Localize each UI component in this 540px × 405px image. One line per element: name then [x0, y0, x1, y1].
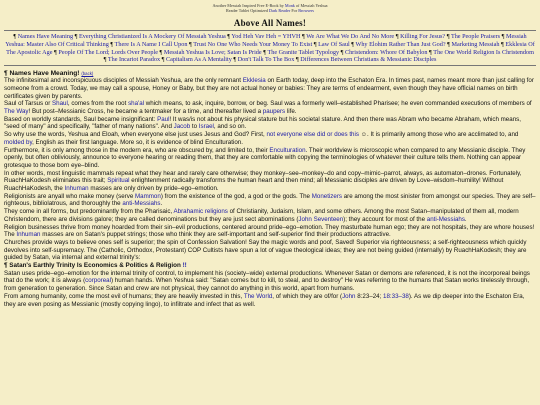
inline-link[interactable]: The World	[243, 292, 273, 300]
back-link[interactable]: (back)	[81, 71, 94, 77]
toc-link[interactable]: We Are What We Do And No More	[306, 33, 395, 40]
toc-link[interactable]: Why Elohim Rather Than Just God?	[355, 40, 446, 48]
paragraph-text: Saul of Tarsus or	[4, 100, 53, 108]
paragraph-text: life.	[285, 108, 297, 115]
inline-link[interactable]: Mammon	[135, 192, 161, 200]
inline-link[interactable]: The Way	[4, 108, 29, 115]
paragraph-text: ) from the existence of the god, a god or the gods. The	[160, 192, 312, 200]
toc-link[interactable]: Messiah Yeshua: Master Also Of Critical Thinking	[5, 33, 527, 48]
paragraph	[4, 147, 536, 170]
paragraph-text: , and so on.	[213, 123, 247, 131]
toc-link[interactable]: Law Of Saul	[318, 40, 350, 48]
paragraph-text: . Their worldview is microscopic when compared to any Messianic disciple. They openly, but often obliviously, announce to everyone hearing or reading them, that they are comfortable with copying the terminologies of whatever their culture tells them. Nothing can appear grotesque to those born eye–blind.	[4, 146, 526, 169]
pilcrow-icon: ¶	[13, 33, 18, 40]
header-line-2	[4, 8, 536, 13]
header-line-2-mid: For	[290, 8, 299, 13]
toc-link[interactable]: People Of The Lord; Lords Over People	[58, 48, 158, 56]
inline-link[interactable]: John	[342, 292, 356, 300]
pilcrow-icon: ¶	[225, 33, 232, 40]
toc-link[interactable]: Killing For Jesus?	[400, 33, 446, 40]
header-line-1-prefix: Another Messiah Inspired Free E-Book by	[212, 3, 285, 8]
paragraph-text: 8:23–24;	[355, 292, 384, 300]
toc-link[interactable]: The Incariot Paradox	[107, 56, 161, 64]
toc-link[interactable]: Ekklesia Of The Apostolic Age	[6, 40, 535, 56]
pilcrow-icon: ¶	[499, 40, 506, 48]
toc-link[interactable]: The Granite Tablet Typology	[267, 48, 340, 56]
pilcrow-icon: ¶	[187, 40, 194, 48]
pilcrow-icon: ¶	[500, 33, 506, 40]
paragraph-text: masses are only driven by pride–ego–emotion.	[88, 185, 219, 193]
paragraph-text: ) human hands. When Yeshua said: "Satan comes but to kill, to steal, and to destroy" He was referring to the humans that Satan works tirelessly through, from generation to generation. Since Satan and crew are not physical, they cannot do anything in this world, apart from humans.	[4, 277, 530, 293]
paragraph-text: which means, to ask, inquire, borrow, or beg. Saul was a formerly well–established Pharisee; he even commanded executions of members of	[144, 100, 532, 108]
pilcrow-icon: ¶	[300, 33, 307, 40]
toc-link[interactable]: Messiah Yeshua Is Love; Satan Is Pride	[163, 48, 262, 56]
paragraph-text: of Christianity, Judaism, Islam, and some others. Among the most Satan–manipulated of them all, modern Christendom, there are divisions galore; they are called denominations but they are just sect abominations (	[4, 208, 519, 223]
pilcrow-icon: ¶	[52, 48, 59, 56]
paragraph-text: ! But post–Messianic Cross, he became a tentmaker for a time, and thereafter lived a	[28, 108, 263, 115]
paragraph-text: enlightenment radically transforms the human heart and then mind; all Messianic disciples are driven by Love–wisdom–humility! Without RuachHaKodesh, the	[4, 177, 504, 193]
toc-link[interactable]: There Is A Name I Call Upon	[114, 40, 188, 48]
toc-link[interactable]: Christendom: Whore Of Babylon	[344, 48, 428, 56]
inline-link[interactable]: molded by	[4, 138, 33, 146]
pilcrow-icon: ¶	[445, 40, 452, 48]
paragraph-text: are among the most sinister from amongst our species. They are self–righteous, bibliolatrous, and thoroughly the	[4, 192, 536, 208]
paragraph-text: , comes from the root	[67, 100, 129, 108]
page-title: Above All Names!	[233, 18, 307, 28]
inline-link[interactable]: corporeal	[85, 277, 111, 285]
paragraph-text: Churches provide ways to believe ones self is superior; the spin of Confession Salvation! Say the magic words and poof, Saved! Superior via righteousness; a self-righteousness which quickly devolves into self-supremacy. The (Catholic, Orthodox, Protestant) COP Cultists have spun a lot of vague theological ideas; they are not being guided (internally) by RuachHaKodesh; they are guided by Satan, via internal and external trinity's:	[4, 238, 527, 262]
pilcrow-icon: ¶	[445, 33, 451, 40]
paragraph	[4, 77, 536, 100]
inline-link[interactable]: Inhuman	[64, 185, 89, 193]
pilcrow-icon: ¶	[394, 33, 401, 40]
toc-link[interactable]: Names Have Meaning	[17, 33, 74, 40]
toc-link[interactable]: Everything Christianized Is A Mockery Of Messiah Yeshua	[78, 33, 226, 40]
paragraph	[4, 131, 536, 146]
toc-link[interactable]: Differences Between Christians & Messianic Disciples	[300, 56, 437, 64]
inline-link[interactable]: paupers	[262, 108, 286, 115]
paragraph	[4, 293, 536, 308]
paragraph	[4, 208, 536, 223]
section-title: Names Have Meaning!	[9, 70, 80, 78]
paragraph-text: ! It was/is not about his physical stature but his societal stature. And then there was Abram who became Abraham, which means, "seed of many" and specifically, "father of many nations". And	[4, 115, 521, 131]
toc-link[interactable]: The One World Religion Is Christendom	[433, 48, 534, 56]
pilcrow-icon: ¶	[160, 56, 166, 64]
paragraph-text: In other words, most linguistic mammals repeat what they hear and rarely care otherwise; they monkey–see–monkey–do and copy–mimic–parrot, always, as automaton–drones. Fortunately, RuachHaKodesh eliminates this trait;	[4, 169, 522, 185]
pilcrow-icon: ¶	[294, 56, 301, 64]
inline-link[interactable]: John	[298, 215, 312, 223]
toc-link[interactable]: Trust No One Who Needs Your Money To Exist	[193, 40, 313, 48]
paragraph-text: They come in all forms, but predominantly from the Pharisaic,	[4, 208, 174, 216]
inline-link[interactable]: not everyone else did or does this	[266, 131, 359, 139]
paragraph	[4, 224, 536, 239]
paragraph	[4, 270, 536, 293]
pilcrow-icon: ¶	[261, 48, 268, 56]
pilcrow-icon: ¶	[427, 48, 434, 56]
paragraph-text: So why use the words, Yeshua and Eloah, when everyone else just uses Jesus and God? First,	[4, 131, 267, 139]
dark-reader-link[interactable]: Dark Reader	[268, 8, 291, 13]
pilcrow-icon: ¶	[349, 40, 356, 48]
paragraph-text: masses are on Satan's puppet strings; those who think they are self-important and self-superior find their productions attractive.	[40, 231, 391, 239]
inline-link[interactable]: Enculturation	[269, 146, 306, 154]
pilcrow-icon: ¶	[312, 40, 319, 48]
paragraph	[4, 170, 536, 193]
toc-link[interactable]: Marketing Messiah	[451, 40, 500, 48]
subsection-emphasis: !!	[180, 262, 187, 270]
paragraph	[4, 100, 536, 115]
pilcrow-icon: ¶	[73, 33, 79, 40]
article-body	[4, 77, 536, 308]
paragraph-text: The infinitesimal and inconspicuous disciples of Messiah Yeshua, are the only remnant	[4, 77, 243, 85]
paragraph-text: , English as their first language. More so, it is evidence of blind Enculturation.	[32, 138, 243, 146]
inline-link[interactable]: Shaul	[52, 100, 68, 108]
inline-link[interactable]: anti-Messiahs	[426, 215, 465, 223]
paragraph-text: on Earth today, deep into the Eschaton Era. In times past, names meant more than just calling for someone from a crowd. Today, we may call a spouse, Honey or Baby, but they are not actual honey or babies: They are terms of endearment, even though they have official names on birth certificates given by parents.	[4, 77, 534, 100]
inline-link[interactable]: Paul	[157, 115, 170, 123]
paragraph-text: ); they account for most of the	[343, 215, 427, 223]
pilcrow-icon: ¶	[108, 40, 115, 48]
inline-link[interactable]: Ekklesia	[242, 77, 266, 85]
paragraph	[4, 239, 536, 262]
browsers-link[interactable]: Browsers	[298, 8, 315, 13]
header-line-2-prefix: Reader Tablet Optimized	[225, 8, 269, 13]
paragraph-text: ☺. It is primarily among those who are acclimated to, and	[358, 131, 519, 139]
title-divider	[4, 30, 536, 31]
pilcrow-icon: ¶	[157, 48, 164, 56]
pilcrow-icon: ¶	[103, 56, 108, 64]
header-notes	[4, 3, 536, 13]
paragraph-text: Religion businesses thrive from money hoarded from their sin–evil productions, centered around pride–ego–emotion. They masturbate human ego; they are not hospitals, they are whore houses! The	[4, 223, 535, 239]
pilcrow-icon: ¶	[4, 70, 8, 78]
pilcrow-icon: ¶	[339, 48, 345, 56]
paragraph	[4, 116, 536, 131]
paragraph-text: Religionists are anyall who make money (serve	[4, 192, 136, 200]
paragraph-text: Furthermore, it is only among those in the modern era, who are obscured by, and limited to, their	[4, 146, 270, 154]
paragraph-text: Satan uses pride–ego–emotion for the internal trinity of control, to implement his (society–wide) external productions. Whenever Satan or demons are referenced, it is not the incorporeal beings that do the work; it is always (	[4, 269, 530, 285]
inline-link[interactable]: Monetizers	[311, 192, 342, 200]
paragraph-text: , of which they are of/for (	[272, 292, 343, 300]
paragraph-text: ). As we dip deeper into the Eschaton Era, they are even posing as Messianic (mostly copying lingo), to infiltrate and infect that as well.	[4, 292, 525, 308]
paragraph	[4, 193, 536, 208]
toc-link[interactable]: Capitalism As A Mentality	[165, 56, 232, 64]
paragraph-text: to	[190, 123, 199, 131]
inline-link[interactable]: 18:33–38	[383, 292, 409, 300]
toc-link[interactable]: Don't Talk To The Box	[237, 56, 295, 64]
toc-link[interactable]: The People Praisers	[450, 33, 501, 40]
author-link[interactable]: Monk	[284, 3, 295, 8]
inline-link[interactable]: Inhuman	[16, 231, 41, 239]
header-line-1-suffix: of Messiah Yeshua	[294, 3, 328, 8]
toc-divider	[4, 65, 536, 66]
inline-link[interactable]: Spiritual	[107, 177, 130, 185]
inline-link[interactable]: sha'al	[128, 100, 145, 108]
subsection-heading	[4, 262, 536, 270]
paragraph-text: Based on worldly standards, Saul became insignificant:	[4, 115, 158, 123]
table-of-contents	[4, 33, 536, 64]
pilcrow-icon: ¶	[231, 56, 238, 64]
pilcrow-icon: ¶	[4, 262, 10, 270]
inline-link[interactable]: Israel	[198, 123, 214, 131]
inline-link[interactable]: Seventeen	[313, 215, 344, 223]
inline-link[interactable]: Abrahamic religions	[173, 208, 228, 216]
paragraph-text: .	[160, 200, 163, 208]
toc-link[interactable]: Yod Heh Vav Heh = YHVH	[231, 33, 301, 40]
section-heading	[4, 70, 536, 77]
inline-link[interactable]: Jacob	[173, 123, 191, 131]
inline-link[interactable]: anti-Messiahs	[122, 200, 161, 208]
subsection-title: Satan's Earthly Trinity Is Economics & Politics & Religion	[9, 262, 181, 270]
paragraph-text: From among humanity, come the most evil of humans; they are heavily invested in this,	[4, 292, 244, 300]
paragraph-text: .	[464, 215, 467, 223]
